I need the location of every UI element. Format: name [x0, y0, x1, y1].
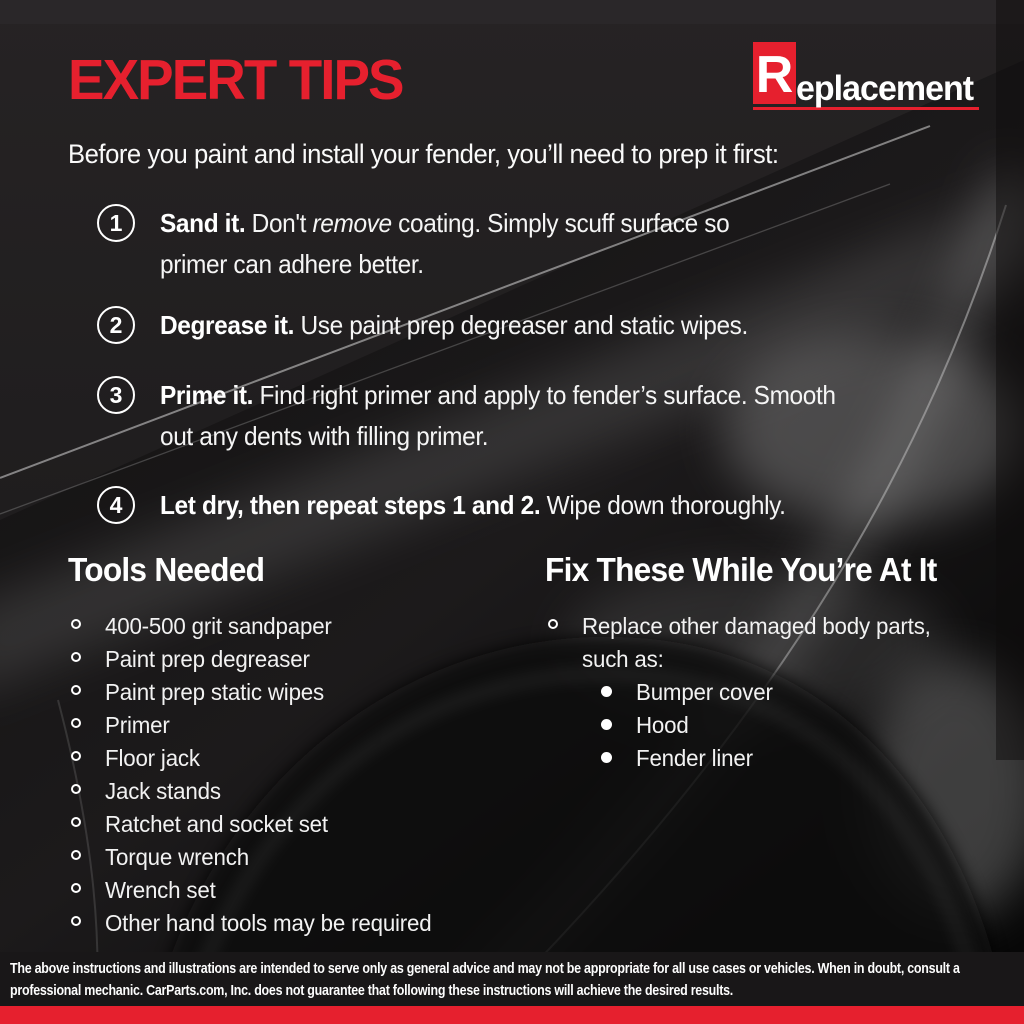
list-item [68, 775, 449, 808]
sub-list-item [598, 709, 949, 742]
step-lead: Degrease it. [160, 310, 295, 340]
step-lead: Let dry, then repeat steps 1 and 2. [160, 490, 541, 520]
sub-list-wrapper [545, 676, 949, 775]
list-item-label: Primer [105, 712, 170, 738]
step-number: 1 [109, 209, 123, 236]
ring-bullet-icon [71, 883, 81, 893]
logo-r-box [753, 42, 796, 104]
sub-list-item [598, 742, 949, 775]
step-number: 3 [109, 381, 123, 408]
step-number-circle [97, 306, 135, 344]
ring-bullet-icon [548, 619, 558, 629]
list-item-line-1: Replace other damaged body parts, [582, 613, 931, 639]
page-title: EXPERT TIPS [68, 48, 403, 112]
step-item-1 [97, 203, 820, 285]
list-item [68, 808, 449, 841]
disclaimer-text [10, 958, 960, 1002]
sub-list-item-label: Hood [636, 712, 689, 738]
list-item [545, 610, 949, 676]
step-text [160, 375, 874, 457]
logo-initial: R [755, 46, 794, 104]
sub-list-item-label: Bumper cover [636, 679, 773, 705]
list-item-label: Other hand tools may be required [105, 910, 432, 936]
step-body-cont: coating. Simply scuff surface so primer can adhere better. [160, 208, 730, 279]
list-item-label: Wrench set [105, 877, 216, 903]
step-number-circle [97, 376, 135, 414]
step-item-4 [97, 485, 1000, 526]
step-text [160, 485, 950, 526]
ring-bullet-icon [71, 850, 81, 860]
dot-bullet-icon [601, 686, 612, 697]
step-number: 2 [109, 311, 123, 338]
list-item-label: Paint prep degreaser [105, 646, 310, 672]
ring-bullet-icon [71, 784, 81, 794]
list-item [68, 841, 449, 874]
list-item-label: Jack stands [105, 778, 221, 804]
disclaimer-line-2: professional mechanic. CarParts.com, Inc. does not guarantee that following these instructions will achieve the desired results. [10, 983, 733, 999]
dot-bullet-icon [601, 752, 612, 763]
body-parts-sub-list [598, 676, 949, 775]
list-item [68, 874, 449, 907]
list-item-label [582, 610, 931, 676]
list-item [68, 742, 449, 775]
step-number-circle [97, 204, 135, 242]
replacement-brand-logo [753, 42, 979, 110]
step-text [160, 305, 950, 346]
step-item-3 [97, 375, 920, 457]
step-text [160, 203, 780, 285]
bottom-accent-bar [0, 1006, 1024, 1024]
logo-wordmark: eplacement [796, 69, 974, 109]
disclaimer-line-1: The above instructions and illustrations are intended to serve only as general advice and may not be appropriate for all use cases or vehicles. When in doubt, consult a [10, 961, 960, 977]
step-item-2 [97, 305, 1000, 346]
step-number: 4 [109, 491, 123, 518]
sub-list-item-label: Fender liner [636, 745, 753, 771]
list-item-label: Ratchet and socket set [105, 811, 328, 837]
ring-bullet-icon [71, 718, 81, 728]
sub-list-item [598, 676, 949, 709]
step-emphasis: remove [312, 208, 392, 238]
tools-needed-list [68, 610, 449, 940]
list-item-label: Paint prep static wipes [105, 679, 324, 705]
list-item-label: Floor jack [105, 745, 200, 771]
list-item [68, 907, 449, 940]
dot-bullet-icon [601, 719, 612, 730]
list-item [68, 709, 449, 742]
intro-text: Before you paint and install your fender, you’ll need to prep it first: [68, 139, 779, 169]
disclaimer-band [0, 952, 1024, 1006]
ring-bullet-icon [71, 916, 81, 926]
ring-bullet-icon [71, 685, 81, 695]
step-body: Use paint prep degreaser and static wipes. [294, 310, 748, 340]
ring-bullet-icon [71, 619, 81, 629]
step-body: Find right primer and apply to fender’s surface. Smooth out any dents with filling primer. [160, 380, 836, 451]
step-number-circle [97, 486, 135, 524]
list-item-label: Torque wrench [105, 844, 249, 870]
list-item [68, 610, 449, 643]
step-body: Wipe down thoroughly. [540, 490, 786, 520]
ring-bullet-icon [71, 652, 81, 662]
list-item-label: 400-500 grit sandpaper [105, 613, 332, 639]
step-lead: Sand it. [160, 208, 246, 238]
step-body: Don't [245, 208, 313, 238]
list-item [68, 676, 449, 709]
fix-these-list [545, 610, 949, 775]
ring-bullet-icon [71, 817, 81, 827]
fix-these-heading: Fix These While You’re At It [545, 551, 937, 588]
list-item [68, 643, 449, 676]
ring-bullet-icon [71, 751, 81, 761]
tools-needed-heading: Tools Needed [68, 551, 265, 588]
list-item-line-2: such as: [582, 646, 664, 672]
step-lead: Prime it. [160, 380, 254, 410]
